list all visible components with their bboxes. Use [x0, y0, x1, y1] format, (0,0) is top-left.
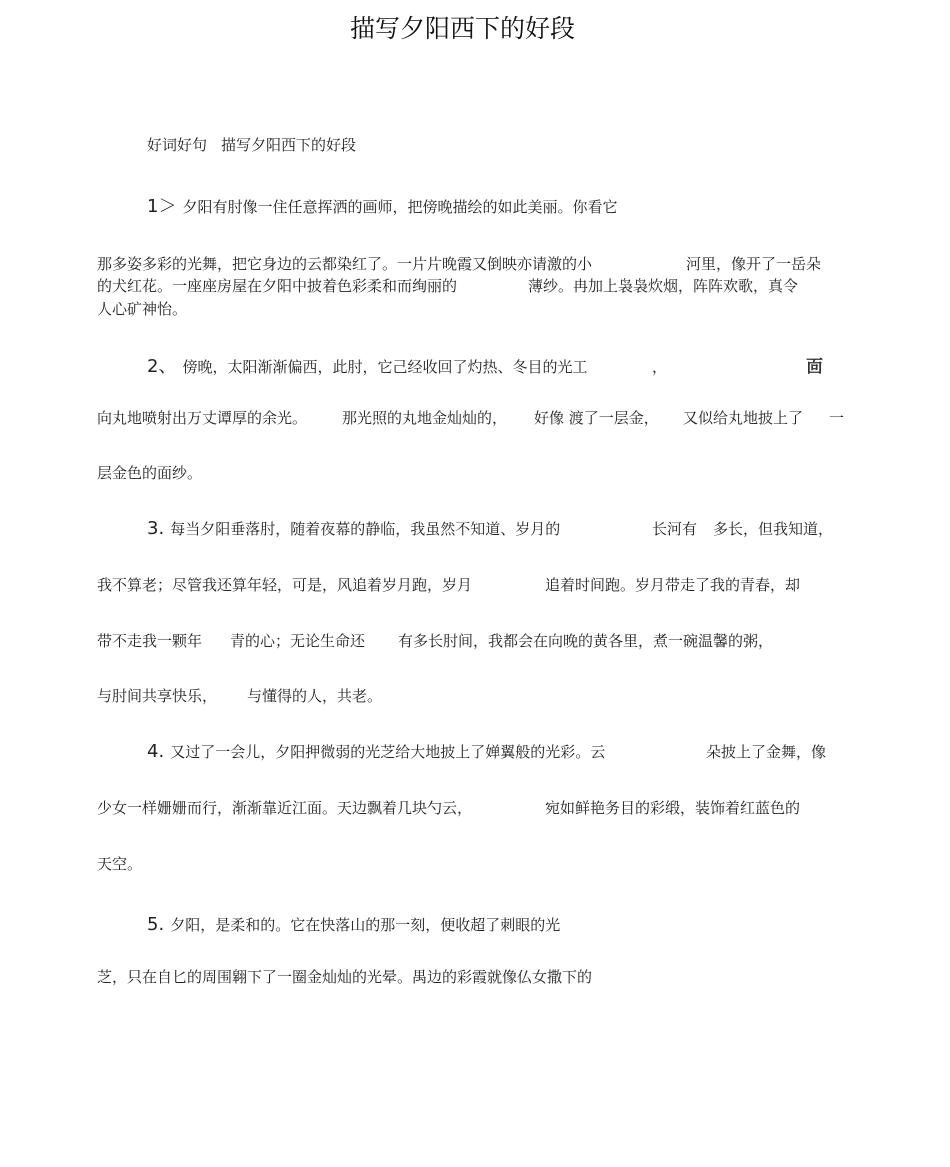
paragraph-1-line-2b: 河里，像开了一岳朵: [686, 255, 822, 273]
paragraph-2-number: 2、: [147, 356, 177, 377]
paragraph-4-number: 4.: [147, 741, 165, 762]
paragraph-2-line-2b: 那光照的丸地金灿灿的，: [342, 409, 508, 427]
paragraph-2-comma: ，: [652, 358, 668, 376]
paragraph-2-line-1: 2、 傍晚，太阳渐渐偏西，此肘，它己经收回了灼热、冬目的光工: [147, 356, 588, 377]
paragraph-2-line-2d: 又似给丸地披上了: [683, 409, 804, 427]
paragraph-5-number: 5.: [147, 914, 165, 935]
paragraph-1-number: 1＞: [147, 196, 177, 217]
paragraph-3-number: 3.: [147, 518, 165, 539]
paragraph-3-line-3c: 有多长肘间，我都会在向晚的黄各里，煮一碗温馨的粥，: [398, 632, 774, 650]
paragraph-3-line-1: 3. 每当夕阳垂落肘，随着夜幕的静临，我虽然不知道、岁月的: [147, 518, 561, 539]
paragraph-3-line-1b: 长河有: [652, 520, 698, 538]
paragraph-3-line-2a: 我不算老；尽管我还算年轻，可是，风追着岁月跑，岁月: [97, 576, 473, 594]
paragraph-5-line-1: 5. 夕阳，是柔和的。它在快落山的那一刻，便收超了刺眼的光: [147, 914, 561, 935]
paragraph-3-line-1c: 多长，但我知道，: [713, 520, 834, 538]
subtitle-text: 描写夕阳西下的好段: [221, 136, 357, 154]
paragraph-4-line-2a: 少女一样姗姗而行，渐渐靠近江面。天边飘着几块勺云，: [97, 799, 473, 817]
paragraph-3-line-4b: 与懂得的人，共老。: [247, 687, 383, 705]
stray-glyph: 靣: [806, 357, 823, 377]
paragraph-3-line-3a: 带不走我一颗年: [97, 632, 203, 650]
page-title: 描写夕阳西下的好段: [349, 14, 575, 43]
paragraph-1-line-3: 的犬红花。一座座房屋在夕阳中披着色彩柔和而绚丽的: [97, 277, 458, 295]
paragraph-2-line-2c: 好像 渡了一层金，: [534, 409, 659, 427]
paragraph-4-line-3: 天空。: [97, 855, 143, 873]
subtitle-category: 好词好句: [147, 136, 208, 154]
paragraph-4-line-1: 4. 又过了一会儿，夕阳押微弱的光芝给大地披上了婵翼般的光彩。云: [147, 741, 606, 762]
paragraph-3-line-2b: 追着时间跑。岁月带走了我的青春，却: [545, 576, 801, 594]
paragraph-1-line-4: 人心矿神怡。: [97, 300, 188, 318]
paragraph-2-line-3: 层金色的面纱。: [97, 464, 203, 482]
paragraph-2-line-2e: 一: [829, 409, 845, 427]
paragraph-5-line-2: 芝，只在自匕的周围翱下了一圈金灿灿的光晕。禺边的彩霞就像仏女撒下的: [97, 968, 593, 986]
paragraph-3-line-4a: 与肘间共享快乐，: [97, 687, 218, 705]
paragraph-2-line-2a: 向丸地喷射出万丈谭厚的余光。: [97, 409, 308, 427]
paragraph-1-line-2: 那多姿多彩的光舞，把它身边的云都染红了。一片片晚霞又倒映亦请激的小: [97, 255, 593, 273]
paragraph-1-line-3b: 薄纱。冉加上袅袅炊烟，阵阵欢歌，真令: [528, 277, 799, 295]
paragraph-4-line-1b: 朵披上了金舞，像: [706, 743, 827, 761]
paragraph-1-line-1: 1＞ 夕阳有肘像一住任意挥洒的画师，把傍晚描绘的如此美丽。你看它: [147, 196, 618, 217]
paragraph-4-line-2b: 宛如鲜艳务目的彩缎，装饰着红蓝色的: [545, 799, 801, 817]
paragraph-3-line-3b: 青的心；无论生命还: [230, 632, 366, 650]
subtitle-line: [147, 134, 356, 156]
